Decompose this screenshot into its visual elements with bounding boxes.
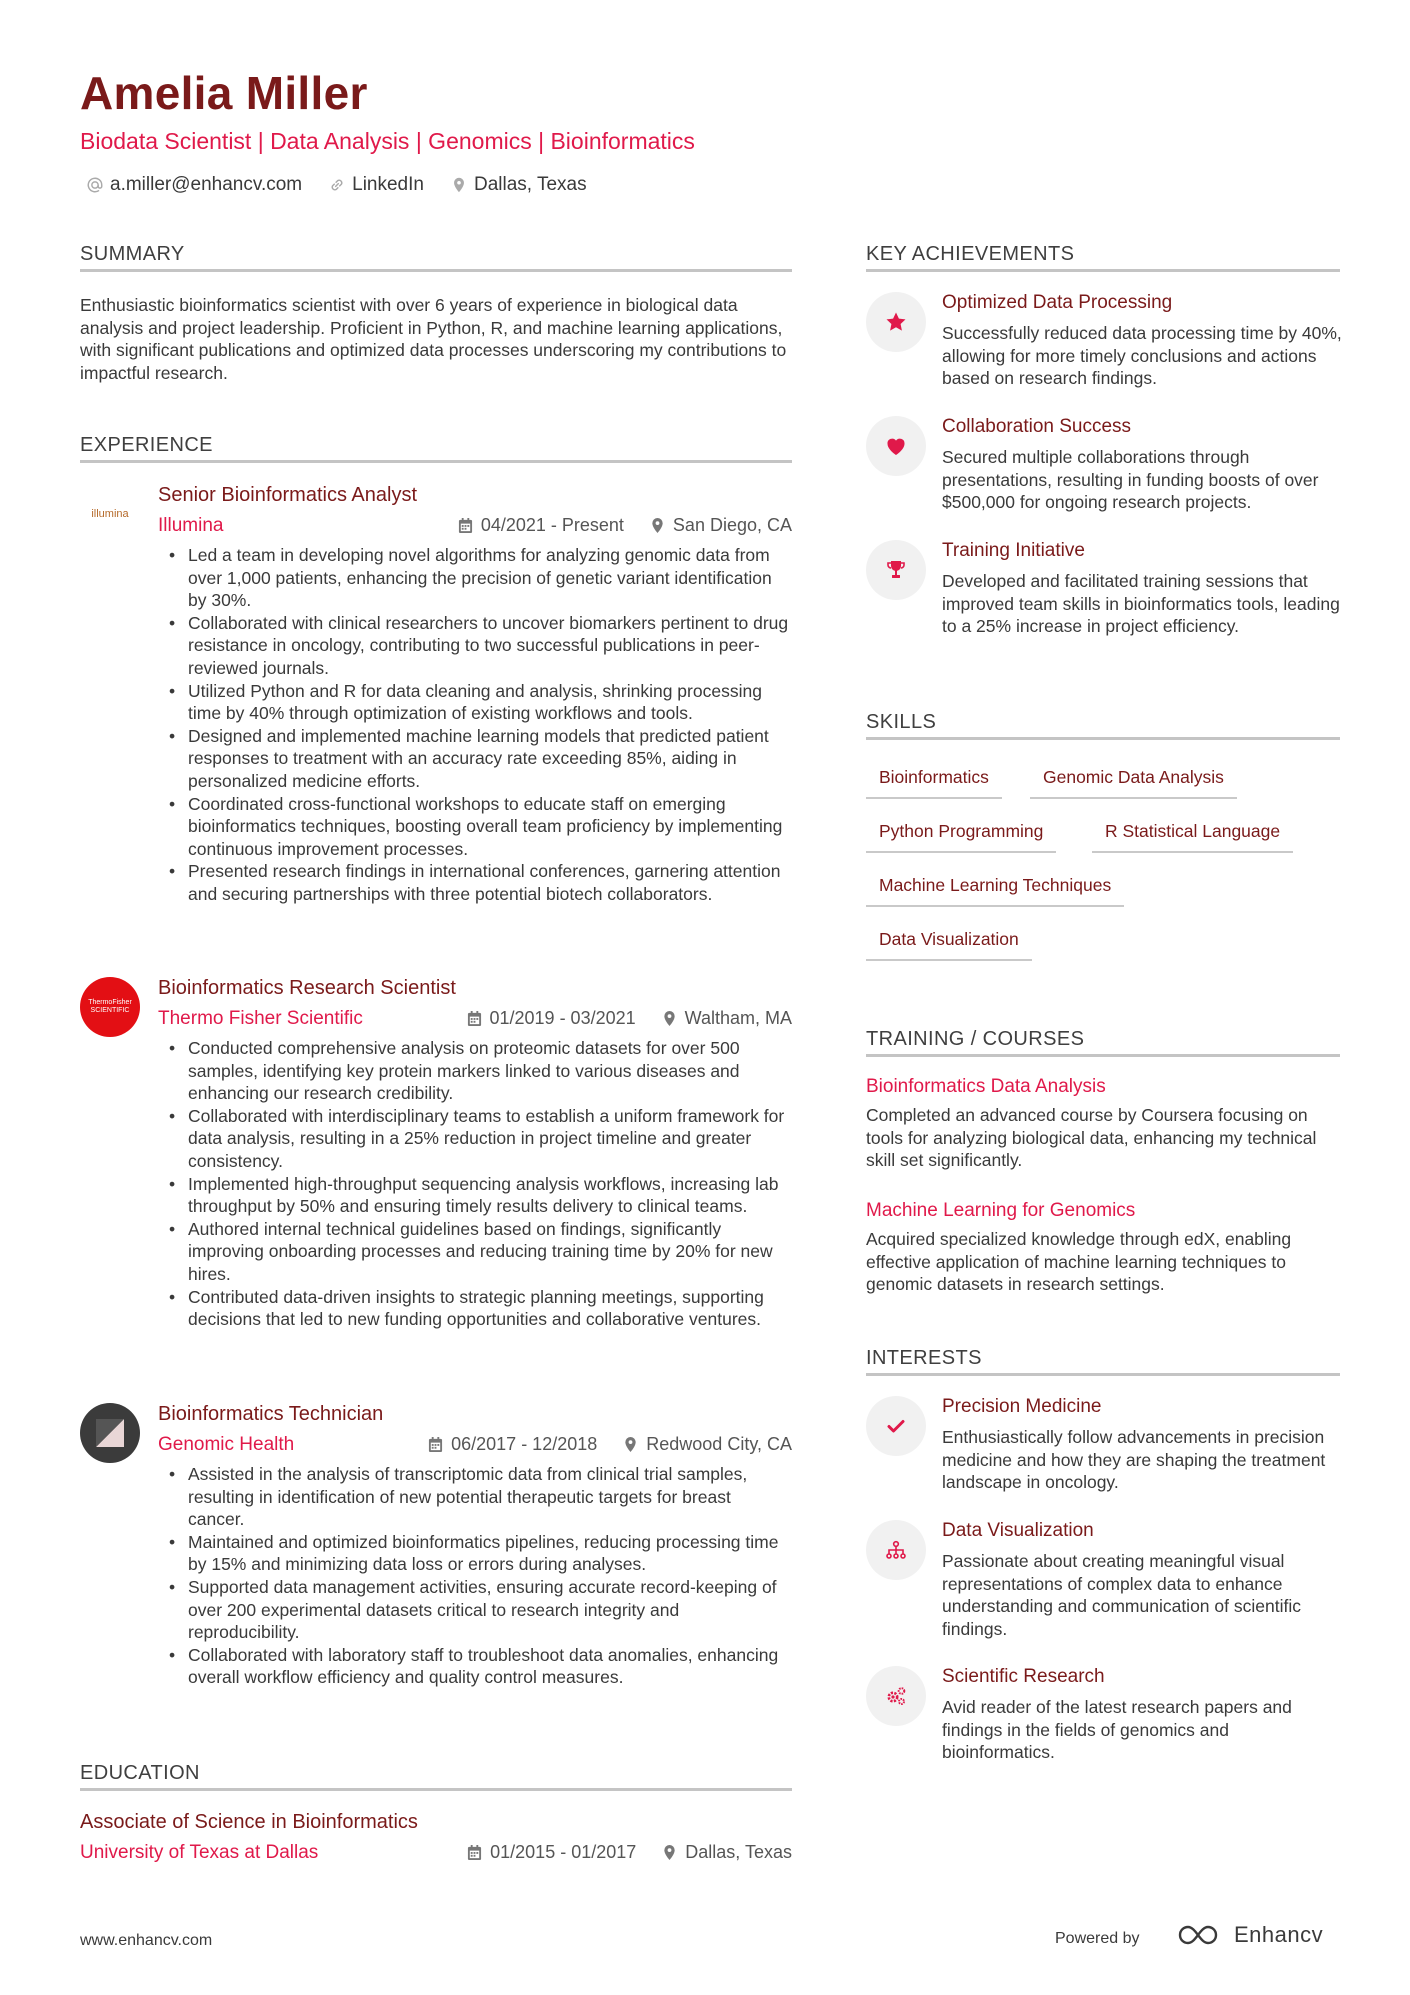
- achievements-heading: KEY ACHIEVEMENTS: [866, 243, 1075, 265]
- course-title: Machine Learning for Genomics: [866, 1200, 1136, 1221]
- achievement-title: Training Initiative: [942, 540, 1085, 561]
- job-dates: [428, 1434, 597, 1455]
- list-item: • Collaborated with interdisciplinary teams to establish a uniform framework for data analysis, resulting in a 25% reduction in project timeline and greater consistency.: [165, 1105, 792, 1173]
- interest-text: Passionate about creating meaningful visual representations of complex data to enhance understanding and communication of scientific findings.: [942, 1551, 1301, 1639]
- achievement-title: Optimized Data Processing: [942, 292, 1173, 313]
- interest-icon-badge: [866, 1396, 926, 1456]
- job-dates: [467, 1008, 636, 1029]
- brand-text: Enhancv: [1234, 1922, 1324, 1947]
- experience-heading: EXPERIENCE: [80, 434, 213, 456]
- genomic-health-logo: [80, 1403, 140, 1463]
- dates-text: 01/2019 - 03/2021: [489, 1008, 636, 1028]
- achievement-text: Successfully reduced data processing time by 40%, allowing for more timely conclusions and actions based on research findings.: [942, 323, 1342, 389]
- location-pin-icon: [623, 1436, 638, 1453]
- candidate-title: Biodata Scientist | Data Analysis | Genomics | Bioinformatics: [80, 128, 695, 154]
- list-item: • Led a team in developing novel algorithms for analyzing genomic data from over 1,000 patients, enhancing the precision of genetic variant identification by 30%.: [165, 544, 792, 612]
- interests-rule: [866, 1373, 1340, 1376]
- genomic-health-logo-mark: [80, 1403, 140, 1463]
- job-location: [662, 1008, 792, 1029]
- location-pin-icon: [450, 176, 468, 194]
- skills-heading: SKILLS: [866, 711, 937, 733]
- logo-text: ThermoFisher SCIENTIFIC: [88, 999, 132, 1014]
- star-icon: [884, 310, 908, 334]
- job-meta: [467, 1008, 793, 1029]
- education-rule: [80, 1788, 792, 1791]
- achievement-icon-badge: [866, 416, 926, 476]
- calendar-icon: [467, 1010, 482, 1027]
- at-icon: [86, 176, 104, 194]
- job-location: [650, 515, 792, 536]
- location-pin-icon: [650, 517, 665, 534]
- achievement-text: Developed and facilitated training sessions that improved team skills in bioinformatics tools, leading to a 25% increase in project efficiency.: [942, 571, 1340, 637]
- skill-tag: Machine Learning Techniques: [866, 875, 1124, 907]
- courses-heading: TRAINING / COURSES: [866, 1028, 1085, 1050]
- linkedin-text: LinkedIn: [352, 174, 424, 195]
- skill-tag: Bioinformatics: [866, 767, 1002, 799]
- skill-tag: R Statistical Language: [1092, 821, 1293, 853]
- job-bullets: [165, 1037, 792, 1331]
- interest-icon-badge: [866, 1520, 926, 1580]
- achievement-icon-badge: [866, 540, 926, 600]
- list-item: • Collaborated with clinical researchers to uncover biomarkers pertinent to drug resistance in oncology, contributing to two successful publications in peer-reviewed journals.: [165, 612, 792, 680]
- skill-tag: Genomic Data Analysis: [1030, 767, 1237, 799]
- job-bullets: [165, 544, 792, 906]
- list-item: • Maintained and optimized bioinformatics pipelines, reducing processing time by 15% and minimizing data loss or errors during analyses.: [165, 1531, 792, 1576]
- location-text: Dallas, Texas: [685, 1842, 792, 1862]
- summary-text: Enthusiastic bioinformatics scientist with over 6 years of experience in biological data analysis and project leadership. Proficient in Python, R, and machine learning applications, with significant publications and optimized data processes underscoring my contributions to impactful research.: [80, 295, 787, 383]
- contact-linkedin[interactable]: [328, 174, 424, 196]
- calendar-icon: [467, 1844, 482, 1861]
- candidate-name: Amelia Miller: [80, 67, 368, 119]
- interest-title: Precision Medicine: [942, 1396, 1102, 1417]
- experience-rule: [80, 460, 792, 463]
- course-text: Completed an advanced course by Coursera focusing on tools for analyzing biological data, enhancing my technical skill set significantly.: [866, 1105, 1317, 1171]
- list-item: • Supported data management activities, ensuring accurate record-keeping of over 200 experimental datasets critical to research integrity and reproducibility.: [165, 1576, 792, 1644]
- location-text: Waltham, MA: [684, 1008, 792, 1028]
- heart-icon: [884, 434, 908, 458]
- check-icon: [884, 1414, 908, 1438]
- illumina-logo: [80, 484, 140, 544]
- job-meta: [458, 515, 792, 536]
- education-meta: [467, 1842, 792, 1863]
- summary-heading: SUMMARY: [80, 243, 185, 265]
- achievement-icon-badge: [866, 292, 926, 352]
- job-company: Thermo Fisher Scientific: [158, 1008, 363, 1029]
- interest-title: Scientific Research: [942, 1666, 1105, 1687]
- interest-icon-badge: [866, 1666, 926, 1726]
- footer-brand[interactable]: [1176, 1922, 1323, 1948]
- list-item: • Conducted comprehensive analysis on proteomic datasets for over 500 samples, identifying key protein markers linked to various diseases and enhancing our research credibility.: [165, 1037, 792, 1105]
- list-item: • Designed and implemented machine learning models that predicted patient responses to treatment with an accuracy rate exceeding 85%, aiding in personalized medicine efforts.: [165, 725, 792, 793]
- list-item: • Coordinated cross-functional workshops to educate staff on emerging bioinformatics techniques, boosting overall team proficiency by implementing continuous improvement processes.: [165, 793, 792, 861]
- courses-rule: [866, 1054, 1340, 1057]
- summary-rule: [80, 269, 792, 272]
- link-icon: [328, 176, 346, 194]
- gears-icon: [884, 1684, 908, 1708]
- contact-bar: [86, 174, 587, 196]
- location-pin-icon: [662, 1844, 677, 1861]
- list-item: • Contributed data-driven insights to strategic planning meetings, supporting decisions that led to new funding opportunities and collaborative ventures.: [165, 1286, 792, 1331]
- list-item: • Assisted in the analysis of transcriptomic data from clinical trial samples, resulting in identification of new potential therapeutic targets for breast cancer.: [165, 1463, 792, 1531]
- interests-heading: INTERESTS: [866, 1347, 982, 1369]
- interest-text: Avid reader of the latest research papers and findings in the fields of genomics and bioinformatics.: [942, 1697, 1292, 1763]
- job-meta: [428, 1434, 792, 1455]
- network-icon: [884, 1538, 908, 1562]
- job-role: Bioinformatics Technician: [158, 1403, 384, 1425]
- location-text: Redwood City, CA: [646, 1434, 792, 1454]
- job-bullets: [165, 1463, 792, 1689]
- enhancv-logo-icon: [1176, 1923, 1222, 1947]
- course-text: Acquired specialized knowledge through edX, enabling effective application of machine learning techniques to genomic datasets in research settings.: [866, 1229, 1292, 1295]
- interest-text: Enthusiastically follow advancements in precision medicine and how they are shaping the treatment landscape in oncology.: [942, 1427, 1326, 1493]
- achievement-text: Secured multiple collaborations through presentations, resulting in funding boosts of over $500,000 for ongoing research projects.: [942, 447, 1319, 513]
- logo-text: illumina: [91, 508, 129, 520]
- education-dates: [467, 1842, 636, 1863]
- job-role: Bioinformatics Research Scientist: [158, 977, 456, 999]
- location-pin-icon: [662, 1010, 677, 1027]
- calendar-icon: [428, 1436, 443, 1453]
- education-school: University of Texas at Dallas: [80, 1842, 319, 1863]
- list-item: • Collaborated with laboratory staff to troubleshoot data anomalies, enhancing overall workflow efficiency and quality control measures.: [165, 1644, 792, 1689]
- education-location: [662, 1842, 792, 1863]
- job-location: [623, 1434, 792, 1455]
- footer-url[interactable]: www.enhancv.com: [80, 1932, 213, 1949]
- job-company: Illumina: [158, 515, 224, 536]
- dates-text: 01/2015 - 01/2017: [490, 1842, 637, 1862]
- email-text: a.miller@enhancv.com: [110, 174, 303, 195]
- footer-powered-by: Powered by: [1055, 1930, 1140, 1947]
- education-heading: EDUCATION: [80, 1762, 200, 1784]
- list-item: • Implemented high-throughput sequencing analysis workflows, increasing lab throughput by 50% and ensuring timely results delivery to clinical teams.: [165, 1173, 792, 1218]
- skill-tag: Python Programming: [866, 821, 1056, 853]
- dates-text: 06/2017 - 12/2018: [451, 1434, 598, 1454]
- dates-text: 04/2021 - Present: [480, 515, 624, 535]
- achievements-rule: [866, 269, 1340, 272]
- list-item: • Presented research findings in international conferences, garnering attention and securing partnerships with three potential biotech collaborators.: [165, 860, 792, 905]
- contact-location: [450, 174, 587, 196]
- calendar-icon: [458, 517, 473, 534]
- course-title: Bioinformatics Data Analysis: [866, 1076, 1106, 1097]
- list-item: • Utilized Python and R for data cleaning and analysis, shrinking processing time by 40% through optimization of existing workflows and tools.: [165, 680, 792, 725]
- location-text: Dallas, Texas: [473, 174, 587, 195]
- job-dates: [458, 515, 624, 536]
- education-degree: Associate of Science in Bioinformatics: [80, 1811, 418, 1833]
- skill-tag: Data Visualization: [866, 929, 1032, 961]
- interest-title: Data Visualization: [942, 1520, 1094, 1541]
- job-role: Senior Bioinformatics Analyst: [158, 484, 418, 506]
- location-text: San Diego, CA: [672, 515, 792, 535]
- trophy-icon: [884, 558, 908, 582]
- job-company: Genomic Health: [158, 1434, 295, 1455]
- contact-email[interactable]: [86, 174, 302, 196]
- skills-rule: [866, 737, 1340, 740]
- thermo-fisher-logo: [80, 977, 140, 1037]
- list-item: • Authored internal technical guidelines based on findings, significantly improving onboarding processes and reducing training time by 20% for new hires.: [165, 1218, 792, 1286]
- achievement-title: Collaboration Success: [942, 416, 1132, 437]
